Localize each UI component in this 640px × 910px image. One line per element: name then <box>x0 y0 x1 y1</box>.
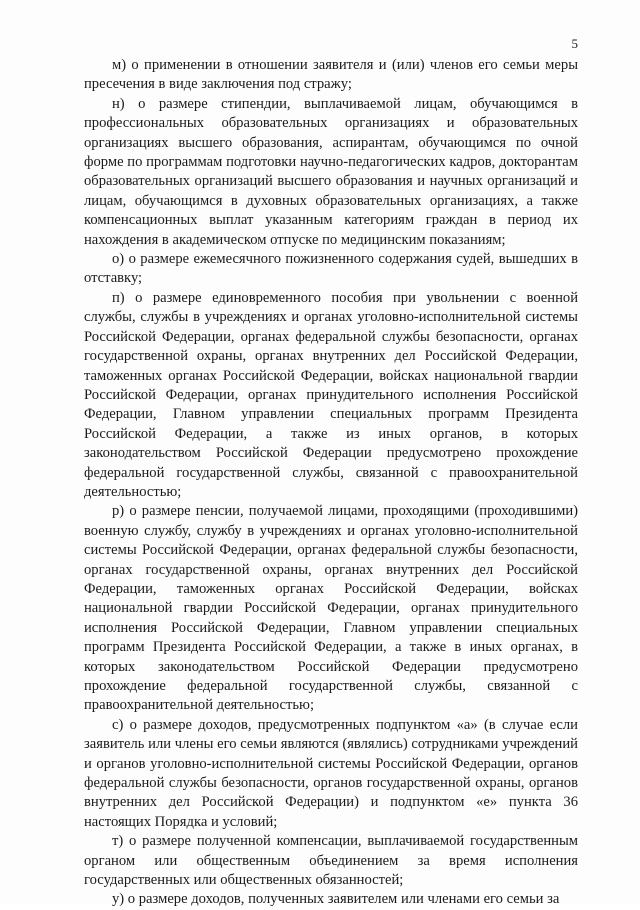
page-number: 5 <box>571 36 578 51</box>
paragraph-p: п) о размере единовременного пособия при увольнении с военной службы, службы в учреждениях и органах уголовно-исполнительной системы Российской Федерации, органах федеральной службы безопасности, органах государственной охраны, органах внутренних дел Российской Федерации, таможенных органах Российской Федерации, войсках национальной гвардии Российской Федерации, органах принудительного исполнения Российской Федерации, Главном управлении специальных программ Президента Российской Федерации, а также из иных органов, в которых законодательством Российской Федерации предусмотрено прохождение федеральной государственной службы, связанной с правоохранительной деятельностью; <box>84 289 578 500</box>
paragraph-n: н) о размере стипендии, выплачиваемой лицам, обучающимся в профессиональных образовательных организациях и образовательных организациях высшего образования, аспирантам, обучающимся по очной форме по программам подготовки научно-педагогических кадров, докторантам образовательных организаций высшего образования и научных организаций и лицам, обучающимся в духовных образовательных организациях, а также компенсационных выплат указанным категориям граждан в период их нахождения в академическом отпуске по медицинским показаниям; <box>84 95 578 248</box>
paragraph-u: у) о размере доходов, полученных заявителем или членами его семьи за <box>112 891 560 908</box>
paragraph-s: с) о размере доходов, предусмотренных подпунктом «а» (в случае если заявитель или члены его семьи являются (являлись) сотрудниками учреждений и органов уголовно-исполнительной системы Российской Федерации, органов федеральной службы безопасности, органов государственной охраны, органов внутренних дел Российской Федерации) и подпунктом «е» пункта 36 настоящих Порядка и условий; <box>84 716 578 830</box>
paragraph-o: о) о размере ежемесячного пожизненного содержания судей, вышедших в отставку; <box>84 251 578 287</box>
paragraph-r: р) о размере пенсии, получаемой лицами, проходящими (проходившими) военную службу, службу в учреждениях и органах уголовно-исполнительной системы Российской Федерации, органах федеральной службы безопасности, органах государственной охраны, органах внутренних дел Российской Федерации, таможенных органах Российской Федерации, войсках национальной гвардии Российской Федерации, органах принудительного исполнения Российской Федерации, Главном управлении специальных программ Президента Российской Федерации, а также в иных органах, в которых законодательством Российской Федерации предусмотрено прохождение федеральной государственной службы, связанной с правоохранительной деятельностью; <box>84 503 578 714</box>
paragraph-m: м) о применении в отношении заявителя и (или) членов его семьи меры пресечения в виде заключения под стражу; <box>84 57 578 93</box>
paragraph-t: т) о размере полученной компенсации, выплачиваемой государственным органом или общественным объединением за время исполнения государственных или общественных обязанностей; <box>84 833 578 889</box>
document-body <box>84 56 578 910</box>
